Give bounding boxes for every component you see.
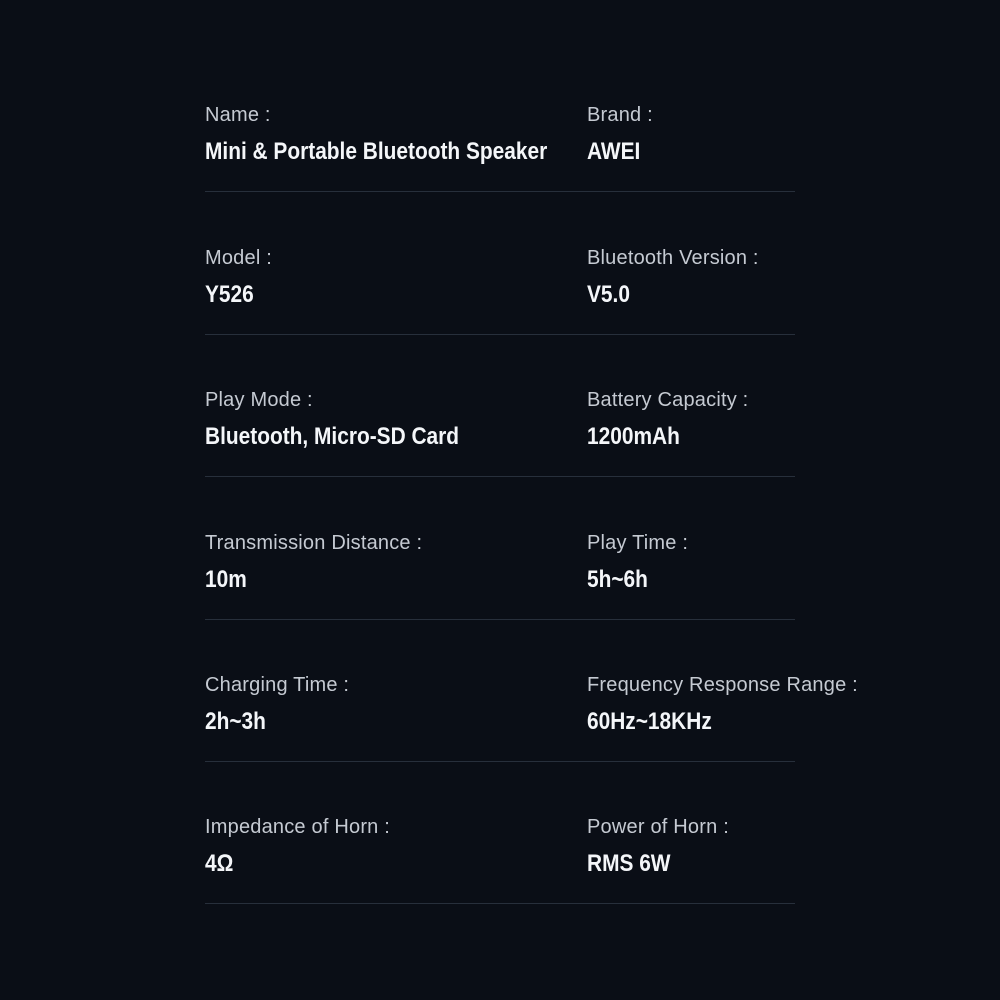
- spec-label: Transmission Distance :: [205, 531, 423, 554]
- spec-value: 1200mAh: [587, 423, 680, 451]
- spec-item-play-time: [587, 530, 795, 595]
- spec-row-playmode-battery: [205, 335, 795, 477]
- spec-value: AWEI: [587, 138, 641, 166]
- spec-item-transmission-distance: [205, 530, 587, 595]
- spec-item-horn-power: [587, 814, 795, 879]
- spec-value: RMS 6W: [587, 850, 671, 878]
- spec-label: Model :: [205, 246, 272, 269]
- spec-item-name: [205, 102, 587, 167]
- spec-row-impedance-power: [205, 762, 795, 904]
- spec-row-distance-playtime: [205, 477, 795, 619]
- spec-label: Frequency Response Range :: [587, 673, 858, 696]
- spec-value: 4Ω: [205, 850, 234, 878]
- spec-row-name-brand: [205, 50, 795, 192]
- spec-item-impedance: [205, 814, 587, 879]
- spec-label: Bluetooth Version :: [587, 246, 759, 269]
- spec-value: Mini & Portable Bluetooth Speaker: [205, 138, 548, 166]
- spec-label: Brand :: [587, 104, 653, 127]
- spec-value: 10m: [205, 565, 247, 593]
- spec-row-charging-frequency: [205, 620, 858, 762]
- spec-label: Name :: [205, 104, 271, 127]
- spec-item-model: [205, 245, 587, 310]
- spec-item-charging-time: [205, 672, 587, 737]
- spec-value: Bluetooth, Micro-SD Card: [205, 423, 460, 451]
- spec-item-play-mode: [205, 387, 587, 452]
- spec-item-battery-capacity: [587, 387, 795, 452]
- spec-label: Charging Time :: [205, 673, 350, 696]
- spec-row-model-bt-version: [205, 192, 795, 334]
- spec-value: V5.0: [587, 280, 630, 308]
- spec-value: 5h~6h: [587, 565, 648, 593]
- spec-value: 60Hz~18KHz: [587, 707, 712, 735]
- product-spec-table: [205, 50, 858, 904]
- spec-label: Battery Capacity :: [587, 389, 749, 412]
- spec-item-brand: [587, 102, 795, 167]
- spec-value: Y526: [205, 280, 254, 308]
- spec-label: Impedance of Horn :: [205, 816, 391, 839]
- spec-label: Play Time :: [587, 531, 689, 554]
- spec-label: Power of Horn :: [587, 816, 729, 839]
- spec-label: Play Mode :: [205, 389, 313, 412]
- spec-item-bluetooth-version: [587, 245, 795, 310]
- spec-item-frequency-response: [587, 672, 858, 737]
- spec-value: 2h~3h: [205, 707, 266, 735]
